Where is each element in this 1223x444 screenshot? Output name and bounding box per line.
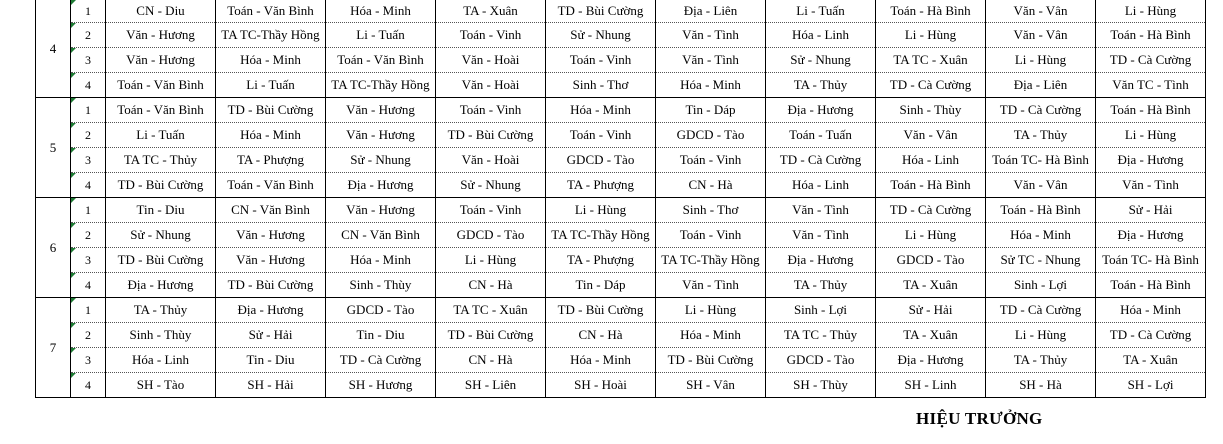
lesson-cell: Sử - Hải — [216, 323, 326, 348]
lesson-cell: TD - Cà Cường — [1096, 323, 1206, 348]
lesson-cell: TD - Cà Cường — [1096, 48, 1206, 73]
timetable — [35, 0, 1206, 398]
lesson-cell: TA - Xuân — [876, 323, 986, 348]
lesson-cell: Li - Hùng — [986, 323, 1096, 348]
lesson-cell: Địa - Liên — [656, 0, 766, 23]
day-cell: 4 — [36, 0, 71, 98]
lesson-cell: Sử - Nhung — [766, 48, 876, 73]
lesson-cell: Toán - Hà Bình — [1096, 23, 1206, 48]
lesson-cell: Sinh - Thùy — [326, 273, 436, 298]
lesson-cell: Li - Hùng — [876, 23, 986, 48]
period-cell: 2 — [71, 223, 106, 248]
lesson-cell: GDCD - Tào — [876, 248, 986, 273]
lesson-cell: Toán TC- Hà Bình — [986, 148, 1096, 173]
lesson-cell: Tin - Diu — [326, 323, 436, 348]
lesson-cell: Sinh - Lợi — [766, 298, 876, 323]
lesson-cell: Địa - Liên — [986, 73, 1096, 98]
lesson-cell: Li - Hùng — [876, 223, 986, 248]
lesson-cell: Sinh - Thơ — [546, 73, 656, 98]
lesson-cell: Văn - Hương — [216, 248, 326, 273]
period-cell: 3 — [71, 48, 106, 73]
lesson-cell: GDCD - Tào — [546, 148, 656, 173]
lesson-cell: Văn - Tình — [656, 273, 766, 298]
lesson-cell: Tin - Dáp — [546, 273, 656, 298]
lesson-cell: Toán - Văn Bình — [216, 173, 326, 198]
lesson-cell: SH - Tào — [106, 373, 216, 398]
lesson-cell: Địa - Hương — [1096, 148, 1206, 173]
table-row — [36, 348, 1206, 373]
lesson-cell: TA - Xuân — [876, 273, 986, 298]
lesson-cell: Toán - Tuấn — [766, 123, 876, 148]
lesson-cell: Văn - Tình — [766, 198, 876, 223]
lesson-cell: Văn - Hoài — [436, 73, 546, 98]
lesson-cell: Li - Hùng — [1096, 123, 1206, 148]
lesson-cell: CN - Hà — [656, 173, 766, 198]
lesson-cell: Văn - Vân — [986, 23, 1096, 48]
period-cell: 4 — [71, 373, 106, 398]
lesson-cell: Toán - Vinh — [436, 98, 546, 123]
table-row — [36, 198, 1206, 223]
period-cell: 1 — [71, 298, 106, 323]
table-row — [36, 23, 1206, 48]
lesson-cell: Li - Hùng — [986, 48, 1096, 73]
lesson-cell: Văn - Hương — [326, 198, 436, 223]
lesson-cell: Toán - Văn Bình — [106, 73, 216, 98]
lesson-cell: Hóa - Minh — [656, 323, 766, 348]
lesson-cell: SH - Hoài — [546, 373, 656, 398]
lesson-cell: TA - Thủy — [986, 348, 1096, 373]
table-row — [36, 373, 1206, 398]
lesson-cell: Toán - Vinh — [546, 123, 656, 148]
lesson-cell: TD - Bùi Cường — [216, 273, 326, 298]
lesson-cell: Sử - Nhung — [436, 173, 546, 198]
lesson-cell: Địa - Hương — [1096, 223, 1206, 248]
lesson-cell: Toán - Vinh — [436, 198, 546, 223]
table-row — [36, 148, 1206, 173]
lesson-cell: CN - Diu — [106, 0, 216, 23]
day-cell: 5 — [36, 98, 71, 198]
lesson-cell: Toán - Vinh — [656, 148, 766, 173]
table-row — [36, 0, 1206, 23]
lesson-cell: TD - Bùi Cường — [216, 98, 326, 123]
lesson-cell: Tin - Diu — [106, 198, 216, 223]
lesson-cell: TA - Thủy — [106, 298, 216, 323]
lesson-cell: Văn TC - Tình — [1096, 73, 1206, 98]
lesson-cell: CN - Hà — [436, 273, 546, 298]
lesson-cell: Văn - Vân — [986, 0, 1096, 23]
table-row — [36, 48, 1206, 73]
lesson-cell: Hóa - Minh — [1096, 298, 1206, 323]
lesson-cell: Toán - Hà Bình — [876, 173, 986, 198]
lesson-cell: Địa - Hương — [216, 298, 326, 323]
lesson-cell: Văn - Hoài — [436, 48, 546, 73]
lesson-cell: TA TC - Xuân — [876, 48, 986, 73]
lesson-cell: SH - Vân — [656, 373, 766, 398]
lesson-cell: Văn - Hương — [326, 123, 436, 148]
lesson-cell: Li - Hùng — [1096, 0, 1206, 23]
lesson-cell: Toán TC- Hà Bình — [1096, 248, 1206, 273]
lesson-cell: SH - Hà — [986, 373, 1096, 398]
lesson-cell: Li - Hùng — [546, 198, 656, 223]
day-cell: 6 — [36, 198, 71, 298]
lesson-cell: Văn - Vân — [986, 173, 1096, 198]
lesson-cell: Sử - Nhung — [106, 223, 216, 248]
lesson-cell: Toán - Hà Bình — [986, 198, 1096, 223]
lesson-cell: Li - Tuấn — [106, 123, 216, 148]
lesson-cell: Sinh - Thơ — [656, 198, 766, 223]
lesson-cell: Toán - Hà Bình — [1096, 98, 1206, 123]
lesson-cell: TD - Bùi Cường — [436, 323, 546, 348]
lesson-cell: Văn - Hoài — [436, 148, 546, 173]
lesson-cell: TA - Xuân — [1096, 348, 1206, 373]
lesson-cell: TA - Thủy — [766, 273, 876, 298]
period-cell: 1 — [71, 198, 106, 223]
lesson-cell: Văn - Hương — [326, 98, 436, 123]
lesson-cell: Sử - Hải — [1096, 198, 1206, 223]
lesson-cell: Hóa - Minh — [216, 123, 326, 148]
period-cell: 3 — [71, 348, 106, 373]
lesson-cell: TD - Cà Cường — [876, 73, 986, 98]
lesson-cell: Văn - Tình — [1096, 173, 1206, 198]
lesson-cell: SH - Liên — [436, 373, 546, 398]
lesson-cell: TA TC-Thầy Hồng — [326, 73, 436, 98]
lesson-cell: Văn - Tình — [766, 223, 876, 248]
lesson-cell: Văn - Hương — [106, 23, 216, 48]
lesson-cell: SH - Hương — [326, 373, 436, 398]
lesson-cell: TA TC - Thủy — [106, 148, 216, 173]
lesson-cell: Văn - Tình — [656, 48, 766, 73]
lesson-cell: Toán - Vinh — [546, 48, 656, 73]
lesson-cell: Hóa - Linh — [766, 173, 876, 198]
lesson-cell: Hóa - Minh — [986, 223, 1096, 248]
lesson-cell: CN - Văn Bình — [216, 198, 326, 223]
lesson-cell: TD - Bùi Cường — [106, 248, 216, 273]
table-row — [36, 98, 1206, 123]
lesson-cell: CN - Hà — [436, 348, 546, 373]
lesson-cell: TD - Cà Cường — [986, 298, 1096, 323]
lesson-cell: TD - Bùi Cường — [546, 0, 656, 23]
period-cell: 4 — [71, 173, 106, 198]
lesson-cell: Văn - Hương — [106, 48, 216, 73]
lesson-cell: CN - Văn Bình — [326, 223, 436, 248]
period-cell: 4 — [71, 73, 106, 98]
lesson-cell: Văn - Vân — [876, 123, 986, 148]
period-cell: 2 — [71, 23, 106, 48]
lesson-cell: TA TC - Xuân — [436, 298, 546, 323]
lesson-cell: TA TC-Thầy Hồng — [216, 23, 326, 48]
lesson-cell: Tin - Diu — [216, 348, 326, 373]
table-row — [36, 323, 1206, 348]
lesson-cell: Toán - Vinh — [436, 23, 546, 48]
lesson-cell: Li - Hùng — [436, 248, 546, 273]
lesson-cell: Toán - Vinh — [656, 223, 766, 248]
period-cell: 3 — [71, 148, 106, 173]
lesson-cell: Toán - Văn Bình — [216, 0, 326, 23]
lesson-cell: Toán - Hà Bình — [1096, 273, 1206, 298]
lesson-cell: SH - Lợi — [1096, 373, 1206, 398]
lesson-cell: Sinh - Thùy — [876, 98, 986, 123]
lesson-cell: TA TC-Thầy Hồng — [546, 223, 656, 248]
lesson-cell: Hóa - Linh — [876, 148, 986, 173]
lesson-cell: Toán - Hà Bình — [876, 0, 986, 23]
table-row — [36, 273, 1206, 298]
lesson-cell: Hóa - Minh — [216, 48, 326, 73]
lesson-cell: TD - Cà Cường — [986, 98, 1096, 123]
lesson-cell: GDCD - Tào — [326, 298, 436, 323]
lesson-cell: Sinh - Thùy — [106, 323, 216, 348]
lesson-cell: Hóa - Minh — [546, 348, 656, 373]
lesson-cell: Hóa - Minh — [326, 248, 436, 273]
lesson-cell: SH - Hải — [216, 373, 326, 398]
lesson-cell: CN - Hà — [546, 323, 656, 348]
lesson-cell: TD - Bùi Cường — [106, 173, 216, 198]
lesson-cell: TA - Phượng — [546, 248, 656, 273]
lesson-cell: Li - Tuấn — [766, 0, 876, 23]
period-cell: 2 — [71, 323, 106, 348]
table-row — [36, 298, 1206, 323]
table-row — [36, 223, 1206, 248]
lesson-cell: Sử - Hải — [876, 298, 986, 323]
lesson-cell: Li - Tuấn — [326, 23, 436, 48]
lesson-cell: Hóa - Minh — [656, 73, 766, 98]
lesson-cell: Văn - Tình — [656, 23, 766, 48]
lesson-cell: Hóa - Linh — [106, 348, 216, 373]
lesson-cell: GDCD - Tào — [766, 348, 876, 373]
lesson-cell: GDCD - Tào — [656, 123, 766, 148]
lesson-cell: TA - Phượng — [216, 148, 326, 173]
lesson-cell: Sử TC - Nhung — [986, 248, 1096, 273]
lesson-cell: Li - Hùng — [656, 298, 766, 323]
lesson-cell: Địa - Hương — [876, 348, 986, 373]
day-cell: 7 — [36, 298, 71, 398]
lesson-cell: Toán - Văn Bình — [326, 48, 436, 73]
lesson-cell: TD - Cà Cường — [766, 148, 876, 173]
period-cell: 2 — [71, 123, 106, 148]
lesson-cell: TA - Phượng — [546, 173, 656, 198]
lesson-cell: Sử - Nhung — [546, 23, 656, 48]
period-cell: 4 — [71, 273, 106, 298]
lesson-cell: Tin - Dáp — [656, 98, 766, 123]
lesson-cell: Địa - Hương — [766, 98, 876, 123]
lesson-cell: SH - Linh — [876, 373, 986, 398]
table-row — [36, 173, 1206, 198]
table-row — [36, 123, 1206, 148]
lesson-cell: Li - Tuấn — [216, 73, 326, 98]
lesson-cell: TD - Cà Cường — [876, 198, 986, 223]
lesson-cell: TD - Cà Cường — [326, 348, 436, 373]
signature-title: HIỆU TRƯỞNG — [916, 409, 1043, 428]
lesson-cell: Địa - Hương — [326, 173, 436, 198]
lesson-cell: Văn - Hương — [216, 223, 326, 248]
lesson-cell: Địa - Hương — [766, 248, 876, 273]
lesson-cell: Toán - Văn Bình — [106, 98, 216, 123]
lesson-cell: TD - Bùi Cường — [656, 348, 766, 373]
lesson-cell: TA TC-Thầy Hồng — [656, 248, 766, 273]
lesson-cell: TA - Thủy — [986, 123, 1096, 148]
lesson-cell: Hóa - Minh — [326, 0, 436, 23]
period-cell: 1 — [71, 98, 106, 123]
period-cell: 1 — [71, 0, 106, 23]
lesson-cell: TA - Thủy — [766, 73, 876, 98]
lesson-cell: Sử - Nhung — [326, 148, 436, 173]
lesson-cell: Hóa - Minh — [546, 98, 656, 123]
lesson-cell: Hóa - Linh — [766, 23, 876, 48]
lesson-cell: Địa - Hương — [106, 273, 216, 298]
table-row — [36, 248, 1206, 273]
lesson-cell: TA TC - Thủy — [766, 323, 876, 348]
lesson-cell: Sinh - Lợi — [986, 273, 1096, 298]
table-row — [36, 73, 1206, 98]
lesson-cell: SH - Thùy — [766, 373, 876, 398]
lesson-cell: TD - Bùi Cường — [436, 123, 546, 148]
lesson-cell: TA - Xuân — [436, 0, 546, 23]
lesson-cell: TD - Bùi Cường — [546, 298, 656, 323]
lesson-cell: GDCD - Tào — [436, 223, 546, 248]
period-cell: 3 — [71, 248, 106, 273]
